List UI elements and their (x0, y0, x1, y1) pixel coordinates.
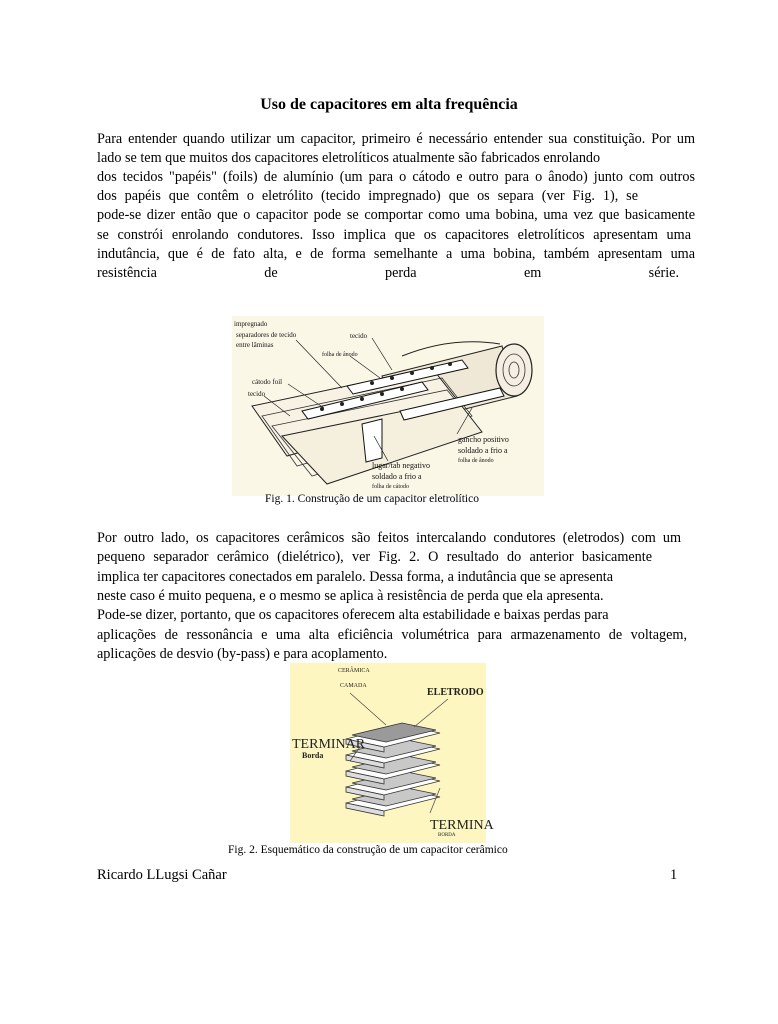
fig2-label-borda-2: BORDA (438, 833, 456, 838)
fig1-label-folha-anodo: folha de ânodo (322, 352, 358, 358)
electrolytic-capacitor-diagram (232, 316, 544, 496)
document-title: Uso de capacitores em alta frequência (260, 96, 518, 113)
paragraph1-line: lado se tem que muitos dos capacitores eletrolíticos atualmente são fabricados enrolando (97, 150, 601, 166)
fig2-label-eletrodo: ELETRODO (427, 687, 484, 698)
fig1-label-impregnado: impregnado (234, 320, 268, 328)
fig1-label-gancho-1: gancho positivo (458, 435, 509, 444)
ceramic-capacitor-figure (290, 663, 494, 843)
paragraph2-line: pequeno separador cerâmico (dielétrico), ver Fig. 2. O resultado do anterior basicamente (97, 549, 652, 565)
fig1-label-lugar-3: folha de cátodo (372, 484, 409, 490)
paragraph1-line: Para entender quando utilizar um capacitor, primeiro é necessário entender sua constituição. Por um (97, 131, 695, 147)
footer-page-number: 1 (670, 867, 678, 883)
paragraph1-line: dos papéis que contêm o eletrólito (tecido impregnado) que os separa (ver Fig. 1), se (97, 188, 638, 204)
figure1-caption: Fig. 1. Construção de um capacitor eletrolítico (265, 493, 479, 505)
fig1-label-separadores: separadores de tecido (236, 331, 297, 339)
paragraph2-line: aplicações de ressonância e uma alta eficiência volumétrica para armazenamento de voltagem, (97, 627, 687, 643)
paragraph1-line: pode-se dizer então que o capacitor pode se comportar como uma bobina, uma vez que basicamente (97, 207, 695, 223)
fig2-label-camada: CAMADA (340, 683, 367, 689)
paragraph1-line: resistência de perda em série. (97, 265, 679, 281)
paragraph1-line: dos tecidos "papéis" (foils) de alumínio (um para o cátodo e outro para o ânodo) junto com outros (97, 169, 695, 185)
paragraph1-line: se constrói enrolando condutores. Isso implica que os capacitores eletrolíticos apresentam uma (97, 227, 691, 243)
fig1-label-lugar-1: lugar/tab negativo (372, 461, 430, 470)
fig1-label-tecido: tecido (350, 332, 368, 340)
paragraph1-line: indutância, que é de fato alta, e de forma semelhante a uma bobina, também apresentam uma (97, 246, 695, 262)
paragraph2-line: implica ter capacitores conectados em paralelo. Dessa forma, a indutância que se apresenta (97, 569, 614, 585)
fig1-label-gancho-3: folha de ânodo (458, 458, 494, 464)
fig2-label-termina: TERMINA (430, 818, 494, 833)
figure2-caption: Fig. 2. Esquemático da construção de um capacitor cerâmico (228, 844, 508, 856)
fig2-label-borda: Borda (302, 751, 324, 760)
electrolytic-capacitor-figure (232, 316, 544, 496)
fig2-label-terminar: TERMINAR (292, 737, 366, 752)
paragraph2-line: neste caso é muito pequena, e o mesmo se aplica à resistência de perda que ela apresenta. (97, 588, 604, 604)
footer-author: Ricardo LLugsi Cañar (97, 867, 227, 883)
fig1-label-lugar-2: soldado a frio a (372, 472, 422, 481)
paragraph2-line: Pode-se dizer, portanto, que os capacitores oferecem alta estabilidade e baixas perdas para (97, 607, 609, 623)
ceramic-capacitor-diagram (290, 663, 494, 843)
fig1-label-gancho-2: soldado a frio a (458, 446, 508, 455)
paragraph2-line: Por outro lado, os capacitores cerâmicos são feitos intercalando condutores (eletrodos) com um (97, 530, 681, 546)
fig1-label-catodo-foil: cátodo foil (252, 378, 283, 386)
fig2-label-ceramica: CERÂMICA (338, 668, 370, 674)
fig1-label-tecido-left: tecido (248, 390, 266, 398)
paragraph2-line: aplicações de desvio (by-pass) e para acoplamento. (97, 646, 388, 662)
fig1-label-entre-laminas: entre lâminas (236, 341, 274, 349)
